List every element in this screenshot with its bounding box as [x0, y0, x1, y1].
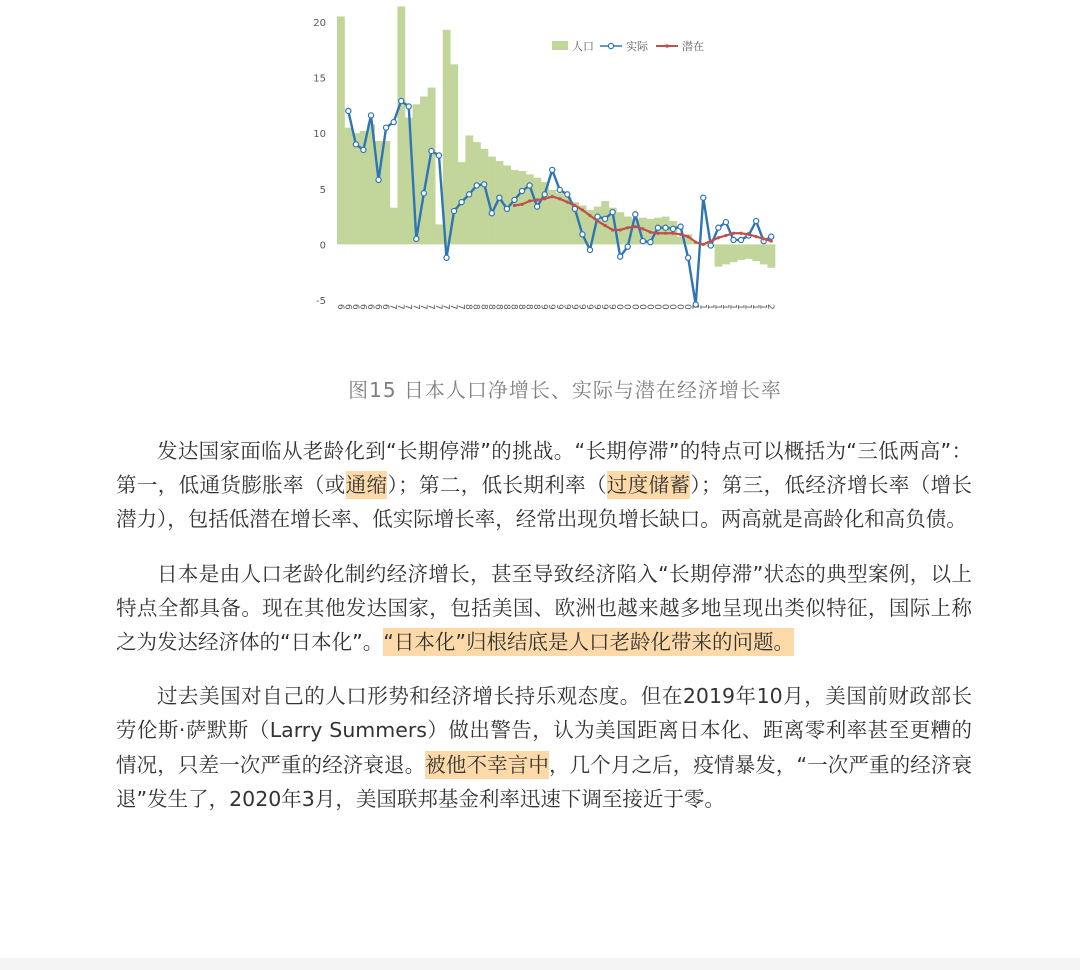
x-tick-label: 8 — [523, 304, 534, 310]
x-tick-label: 1 — [704, 304, 715, 310]
x-tick-label: 1 — [689, 304, 700, 310]
actual-growth-point — [391, 119, 396, 124]
legend-population-swatch — [552, 41, 568, 50]
actual-growth-point — [550, 167, 555, 172]
x-tick-label: 9 — [546, 304, 557, 310]
actual-growth-point — [489, 211, 494, 216]
actual-growth-point — [754, 218, 759, 223]
legend-potential-marker — [665, 44, 669, 48]
actual-growth-point — [482, 182, 487, 187]
x-tick-label: 8 — [485, 304, 496, 310]
x-tick-label: 7 — [402, 304, 413, 310]
x-tick-label: 1 — [742, 304, 753, 310]
highlighted-text: 过度储蓄 — [606, 473, 691, 498]
x-tick-label: 1 — [757, 304, 768, 310]
x-tick-label: 6 — [334, 304, 345, 310]
x-tick-label: 7 — [440, 304, 451, 310]
actual-growth-point — [429, 148, 434, 153]
x-tick-label: 8 — [516, 304, 527, 310]
x-tick-label: 6 — [357, 304, 368, 310]
paragraph-3 — [116, 679, 972, 816]
population-bar — [760, 244, 768, 264]
potential-growth-point — [513, 204, 516, 207]
text-segment: 发达国家面临从老龄化到“长期停滞”的挑战。“长期停滞”的特点可以概括为“三低两高”：第一，低通货膨胀率（或 — [116, 439, 972, 498]
actual-growth-point — [421, 191, 426, 196]
text-segment: ）；第二，低长期利率（ — [387, 473, 607, 498]
potential-growth-point — [551, 195, 554, 198]
potential-growth-point — [558, 197, 561, 200]
actual-growth-point — [723, 220, 728, 225]
x-tick-label: 9 — [561, 304, 572, 310]
x-tick-label: 8 — [508, 304, 519, 310]
y-tick-label: 20 — [313, 18, 326, 29]
highlighted-text: 被他不幸言中 — [425, 752, 550, 777]
actual-growth-point — [527, 183, 532, 188]
potential-growth-point — [755, 235, 758, 238]
actual-growth-point — [738, 237, 743, 242]
population-bar — [511, 170, 519, 245]
y-tick-label: 10 — [313, 129, 326, 141]
x-tick-label: 8 — [463, 304, 474, 310]
x-tick-label: 8 — [470, 304, 481, 310]
y-tick-label: 15 — [313, 73, 326, 85]
actual-growth-point — [474, 183, 479, 188]
actual-growth-point — [686, 255, 691, 260]
population-bar — [518, 171, 526, 244]
actual-growth-point — [346, 108, 351, 113]
x-tick-label: 1 — [697, 304, 708, 310]
potential-growth-point — [709, 239, 712, 242]
actual-growth-point — [708, 243, 713, 248]
potential-growth-point — [626, 226, 629, 229]
highlighted-text: 通缩 — [345, 473, 388, 498]
potential-growth-point — [573, 204, 576, 207]
actual-growth-point — [467, 192, 472, 197]
x-tick-label: 0 — [667, 304, 678, 310]
actual-growth-point — [580, 232, 585, 237]
potential-growth-point — [770, 239, 773, 242]
legend-potential-label: 潜在 — [682, 40, 704, 53]
potential-growth-point — [543, 197, 546, 200]
potential-growth-point — [596, 219, 599, 222]
text-segment: 过去美国对自己的人口形势和经济增长持乐观态度。但在2019年10月，美国前财政部长劳伦斯·萨默斯（Larry Summers）做出警告，认为美国距离日本化、距离零利率甚至更糟的情况，只差一次严重的经济衰退。 — [116, 684, 972, 777]
population-bar — [745, 244, 753, 258]
x-tick-label: 7 — [432, 304, 443, 310]
x-tick-label: 0 — [614, 304, 625, 310]
actual-growth-point — [399, 98, 404, 103]
potential-growth-point — [702, 243, 705, 246]
x-tick-label: 0 — [659, 304, 670, 310]
x-tick-label: 7 — [455, 304, 466, 310]
actual-growth-point — [663, 225, 668, 230]
x-tick-label: 1 — [750, 304, 761, 310]
potential-growth-point — [732, 232, 735, 235]
paragraph-2 — [116, 557, 972, 660]
legend-actual-label: 实际 — [626, 40, 648, 53]
population-bar — [382, 141, 390, 244]
actual-growth-point — [731, 237, 736, 242]
actual-growth-point — [655, 225, 660, 230]
text-segment: ）；第三，低经济增长率（增长潜力），包括低潜在增长率、低实际增长率，经常出现负增长缺口。两高就是高龄化和高负债。 — [116, 473, 973, 532]
potential-growth-point — [762, 237, 765, 240]
paragraph-1 — [116, 434, 972, 537]
legend-actual-marker — [608, 43, 613, 48]
potential-growth-point — [717, 236, 720, 239]
x-tick-label: 7 — [387, 304, 398, 310]
population-bar — [715, 244, 723, 266]
x-tick-label: 6 — [349, 304, 360, 310]
population-bar — [390, 208, 398, 245]
actual-growth-point — [376, 177, 381, 182]
potential-growth-point — [566, 201, 569, 204]
potential-growth-point — [528, 199, 531, 202]
x-tick-label: 1 — [719, 304, 730, 310]
x-tick-label: 0 — [674, 304, 685, 310]
x-tick-label: 8 — [531, 304, 542, 310]
potential-growth-point — [611, 228, 614, 231]
x-tick-label: 1 — [735, 304, 746, 310]
actual-growth-point — [633, 212, 638, 217]
population-bar — [730, 244, 738, 262]
x-tick-label: 0 — [644, 304, 655, 310]
chart-svg — [300, 0, 790, 345]
actual-growth-point — [587, 247, 592, 252]
figure-caption: 图15 日本人口净增长、实际与潜在经济增长率 — [348, 378, 782, 402]
actual-growth-point — [610, 210, 615, 215]
x-tick-label: 0 — [651, 304, 662, 310]
x-tick-label: 7 — [410, 304, 421, 310]
actual-growth-point — [512, 197, 517, 202]
potential-growth-point — [664, 232, 667, 235]
actual-growth-point — [414, 236, 419, 241]
actual-growth-point — [504, 206, 509, 211]
x-tick-label: 9 — [599, 304, 610, 310]
actual-growth-point — [436, 153, 441, 158]
actual-growth-point — [451, 208, 456, 213]
y-tick-label: -5 — [316, 296, 326, 307]
actual-growth-point — [497, 195, 502, 200]
potential-growth-point — [671, 232, 674, 235]
actual-growth-point — [565, 192, 570, 197]
potential-growth-point — [656, 232, 659, 235]
x-tick-label: 7 — [448, 304, 459, 310]
actual-growth-point — [444, 255, 449, 260]
actual-growth-point — [542, 192, 547, 197]
potential-growth-point — [603, 224, 606, 227]
population-bar — [737, 244, 745, 260]
bottom-bar — [0, 958, 1080, 970]
x-tick-label: 9 — [576, 304, 587, 310]
potential-growth-point — [520, 203, 523, 206]
population-bar — [473, 142, 481, 244]
x-tick-label: 0 — [629, 304, 640, 310]
chart — [300, 0, 790, 345]
x-tick-label: 7 — [417, 304, 428, 310]
x-tick-label: 0 — [621, 304, 632, 310]
population-bar — [752, 244, 760, 261]
potential-growth-point — [634, 225, 637, 228]
actual-growth-point — [557, 187, 562, 192]
population-bar — [722, 244, 730, 264]
potential-growth-point — [536, 198, 539, 201]
x-tick-label: 9 — [606, 304, 617, 310]
x-tick-label: 8 — [478, 304, 489, 310]
potential-growth-point — [619, 228, 622, 231]
actual-growth-point — [670, 226, 675, 231]
population-bar — [397, 6, 405, 244]
population-bar — [533, 178, 541, 245]
actual-growth-point — [535, 204, 540, 209]
x-tick-label: 9 — [591, 304, 602, 310]
potential-growth-point — [581, 208, 584, 211]
x-tick-label: 9 — [538, 304, 549, 310]
x-tick-label: 6 — [380, 304, 391, 310]
actual-growth-point — [640, 238, 645, 243]
actual-growth-point — [361, 147, 366, 152]
x-tick-label: 2 — [765, 304, 776, 310]
actual-growth-point — [716, 225, 721, 230]
x-tick-label: 1 — [712, 304, 723, 310]
actual-growth-point — [406, 104, 411, 109]
actual-growth-point — [625, 244, 630, 249]
population-bar — [337, 16, 345, 244]
population-bar — [345, 128, 353, 245]
potential-growth-point — [747, 233, 750, 236]
article-body — [116, 434, 972, 836]
actual-growth-point — [368, 113, 373, 118]
population-bar — [767, 244, 775, 267]
actual-growth-point — [769, 234, 774, 239]
actual-growth-point — [701, 195, 706, 200]
highlighted-text: “日本化”归根结底是人口老龄化带来的问题。 — [383, 630, 794, 655]
y-tick-label: 0 — [319, 240, 326, 252]
x-tick-label: 0 — [636, 304, 647, 310]
text-segment: ，几个月之后，疫情暴发，“一次严重的经济衰退”发生了，2020年3月，美国联邦基金利率迅速下调至接近于零。 — [116, 752, 973, 811]
x-tick-label: 9 — [568, 304, 579, 310]
x-tick-label: 7 — [425, 304, 436, 310]
actual-growth-point — [353, 142, 358, 147]
actual-growth-point — [618, 254, 623, 259]
actual-growth-point — [648, 240, 653, 245]
x-tick-label: 6 — [364, 304, 375, 310]
potential-growth-point — [724, 234, 727, 237]
actual-growth-point — [459, 200, 464, 205]
actual-growth-point — [383, 125, 388, 130]
actual-growth-point — [602, 216, 607, 221]
population-bar — [352, 133, 360, 244]
population-bar — [435, 224, 443, 244]
potential-growth-point — [649, 231, 652, 234]
x-tick-label: 7 — [395, 304, 406, 310]
x-tick-label: 6 — [372, 304, 383, 310]
x-tick-label: 8 — [500, 304, 511, 310]
x-tick-label: 9 — [553, 304, 564, 310]
x-tick-label: 8 — [493, 304, 504, 310]
potential-growth-point — [588, 214, 591, 217]
y-tick-label: 5 — [319, 184, 326, 196]
potential-growth-point — [694, 241, 697, 244]
x-tick-label: 0 — [682, 304, 693, 310]
x-tick-label: 9 — [583, 304, 594, 310]
potential-growth-point — [641, 227, 644, 230]
actual-growth-point — [678, 224, 683, 229]
actual-growth-point — [519, 188, 524, 193]
text-segment: 日本是由人口老龄化制约经济增长，甚至导致经济陷入“长期停滞”状态的典型案例，以上特点全都具备。现在其他发达国家，包括美国、欧洲也越来越多地呈现出类似特征，国际上称之为发达经济体的“日本化”。 — [116, 561, 972, 655]
potential-growth-point — [687, 235, 690, 238]
x-tick-label: 1 — [727, 304, 738, 310]
x-tick-label: 6 — [342, 304, 353, 310]
potential-growth-point — [679, 233, 682, 236]
legend-population-label: 人口 — [572, 40, 594, 53]
potential-growth-point — [739, 232, 742, 235]
